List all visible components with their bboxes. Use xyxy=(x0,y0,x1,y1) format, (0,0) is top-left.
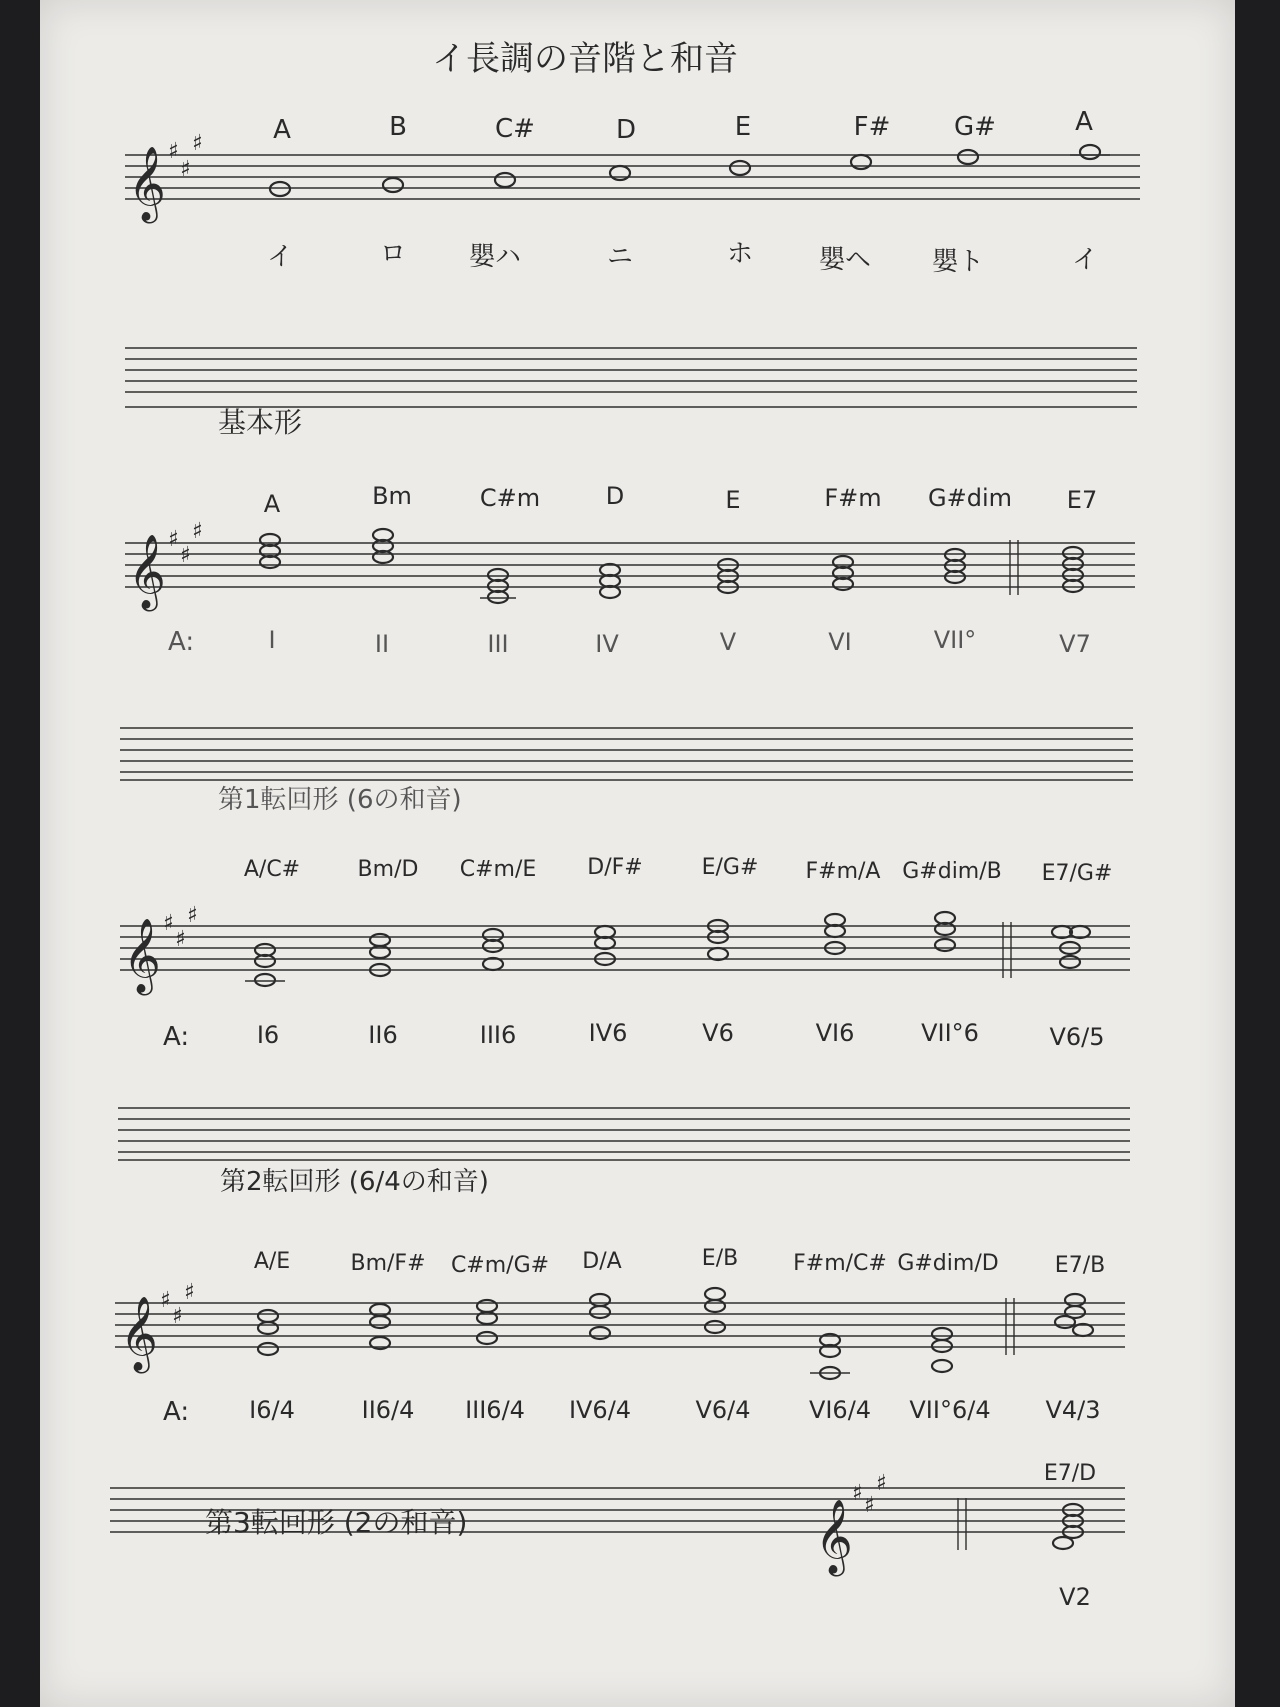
root-chords xyxy=(260,529,1083,603)
roman-numeral: V6/5 xyxy=(1049,1023,1105,1051)
roman-numeral: V6/4 xyxy=(695,1396,751,1424)
roman-numeral: II6 xyxy=(368,1021,398,1049)
chord-name: E/G# xyxy=(701,855,759,880)
roman-numeral: III6 xyxy=(479,1021,517,1049)
key-label: A: xyxy=(168,627,195,657)
first-inversion-chords xyxy=(245,912,1090,986)
note-name: B xyxy=(389,112,407,142)
chord-name: E7/D xyxy=(1043,1461,1097,1486)
svg-text:♯: ♯ xyxy=(168,139,179,164)
japanese-note-name: ニ xyxy=(606,242,634,272)
score-sheet xyxy=(40,0,1235,1707)
second-inversion-chords xyxy=(258,1288,1093,1379)
chord-notes xyxy=(477,1300,497,1344)
key-signature-sharps-icon xyxy=(163,903,198,952)
note-name: A xyxy=(1075,107,1093,137)
chord-name: E7/B xyxy=(1054,1253,1106,1278)
scale-note-names xyxy=(273,107,1093,145)
chord-notes xyxy=(1053,1504,1083,1549)
chord-notes xyxy=(480,569,516,603)
section-heading: 第2転回形 (6/4の和音) xyxy=(220,1167,489,1197)
chord-name: C#m/G# xyxy=(450,1253,550,1278)
chord-names-second-inversion xyxy=(254,1246,1105,1278)
chord-notes xyxy=(1055,1294,1093,1336)
chord-name: G#dim xyxy=(928,484,1012,512)
key-signature-sharps-icon xyxy=(168,519,203,568)
chord-notes xyxy=(370,1304,390,1349)
japanese-note-name: ホ xyxy=(726,239,754,269)
roman-numerals-first-inversion xyxy=(257,1019,1105,1051)
roman-numerals-second-inversion xyxy=(249,1396,1100,1424)
chord-notes xyxy=(245,944,285,986)
scale-japanese-names xyxy=(267,239,1098,277)
chord-name: E xyxy=(725,486,741,514)
roman-numeral: I6/4 xyxy=(249,1396,295,1424)
whole-note xyxy=(851,155,871,169)
chord-notes xyxy=(590,1294,610,1339)
chord-names-root xyxy=(264,482,1097,518)
roman-numeral: VI xyxy=(828,628,852,656)
roman-numeral: II xyxy=(374,630,390,658)
roman-numeral: V7 xyxy=(1059,630,1091,658)
roman-numeral: V xyxy=(719,628,737,656)
chord-name: C#m xyxy=(479,484,541,512)
chord-name: G#dim/B xyxy=(902,859,1002,884)
treble-clef-icon: 𝄞 xyxy=(128,147,166,221)
svg-text:♯: ♯ xyxy=(168,527,179,552)
svg-text:♯: ♯ xyxy=(160,1288,171,1313)
chord-notes xyxy=(705,1288,725,1333)
chord-name: F#m/C# xyxy=(793,1251,887,1276)
svg-text:♯: ♯ xyxy=(864,1493,875,1518)
chord-name: E7 xyxy=(1066,486,1098,514)
roman-numeral: III6/4 xyxy=(465,1396,525,1424)
key-signature-sharps-icon xyxy=(168,131,203,182)
japanese-note-name: ロ xyxy=(379,239,407,269)
note-name: D xyxy=(615,115,637,145)
chord-name: D xyxy=(605,482,625,510)
whole-note xyxy=(495,173,515,187)
svg-text:♯: ♯ xyxy=(192,519,203,544)
section-heading: 第1転回形 (6の和音) xyxy=(218,785,462,815)
svg-text:♯: ♯ xyxy=(184,1280,195,1305)
scale-staff xyxy=(125,155,1140,199)
svg-text:♯: ♯ xyxy=(187,903,198,928)
roman-numeral: VII° xyxy=(933,626,977,654)
chord-name: A/C# xyxy=(243,857,301,882)
note-name: C# xyxy=(495,114,535,144)
roman-numerals-root xyxy=(268,626,1090,658)
treble-clef-icon: 𝄞 xyxy=(815,1500,853,1574)
key-signature-sharps-icon xyxy=(852,1471,887,1518)
roman-numeral: VI6/4 xyxy=(808,1396,872,1424)
chord-name: F#m xyxy=(824,484,882,512)
chord-name: E7/G# xyxy=(1041,861,1113,886)
japanese-note-name: 嬰ハ xyxy=(468,242,522,272)
whole-note xyxy=(958,150,978,164)
note-name: F# xyxy=(853,112,891,142)
key-label: A: xyxy=(163,1022,190,1052)
japanese-note-name: 嬰ト xyxy=(931,247,985,277)
chord-notes xyxy=(1052,926,1090,968)
chord-notes xyxy=(833,556,853,590)
empty-staff xyxy=(120,728,1133,780)
chord-notes xyxy=(260,534,280,568)
section-heading: 基本形 xyxy=(218,406,303,439)
svg-text:♯: ♯ xyxy=(180,543,191,568)
whole-note xyxy=(270,182,290,196)
roman-numeral: V6 xyxy=(702,1019,734,1047)
chord-name: C#m/E xyxy=(459,857,537,882)
roman-numeral: III xyxy=(487,630,509,658)
svg-text:♯: ♯ xyxy=(192,131,203,156)
chord-name: E/B xyxy=(701,1246,739,1271)
treble-clef-icon: 𝄞 xyxy=(128,535,166,609)
japanese-note-name: イ xyxy=(266,242,294,272)
chord-name: D/A xyxy=(582,1249,622,1274)
roman-numeral: II6/4 xyxy=(361,1396,415,1424)
roman-numeral: VI6 xyxy=(815,1019,855,1047)
note-name: E xyxy=(734,112,752,142)
svg-text:♯: ♯ xyxy=(180,157,191,182)
chord-name: Bm/F# xyxy=(350,1251,426,1276)
note-name: G# xyxy=(954,112,996,142)
svg-text:♯: ♯ xyxy=(163,911,174,936)
japanese-note-name: イ xyxy=(1071,245,1099,275)
roman-numeral: IV6 xyxy=(588,1019,628,1047)
key-label: A: xyxy=(163,1397,190,1427)
note-name: A xyxy=(273,115,291,145)
whole-note xyxy=(610,166,630,180)
section-heading: 第3転回形 (2の和音) xyxy=(205,1506,468,1539)
chord-notes xyxy=(258,1310,278,1355)
chord-name: Bm xyxy=(372,482,412,510)
whole-note xyxy=(383,178,403,192)
chord-notes xyxy=(600,564,620,598)
key-signature-sharps-icon xyxy=(160,1280,195,1329)
chord-name: F#m/A xyxy=(805,859,881,884)
roman-numeral: IV xyxy=(595,630,619,658)
page-title: イ長調の音階と和音 xyxy=(432,39,738,79)
chord-notes xyxy=(373,529,393,563)
chord-names-first-inversion xyxy=(244,855,1113,886)
roman-numeral: V4/3 xyxy=(1045,1396,1101,1424)
chord-notes xyxy=(810,1334,850,1379)
japanese-note-name: 嬰ヘ xyxy=(818,245,872,275)
chord-notes xyxy=(483,929,503,970)
chord-notes xyxy=(932,1328,952,1372)
chord-name: A/E xyxy=(253,1249,291,1274)
chord-name: D/F# xyxy=(587,855,643,880)
whole-note xyxy=(730,161,750,175)
empty-staff xyxy=(125,348,1137,407)
svg-text:♯: ♯ xyxy=(852,1481,863,1506)
roman-numeral: VII°6/4 xyxy=(909,1396,991,1424)
svg-text:♯: ♯ xyxy=(172,1304,183,1329)
treble-clef-icon: 𝄞 xyxy=(123,919,161,993)
paper-sheet xyxy=(40,0,1235,1707)
svg-text:♯: ♯ xyxy=(175,927,186,952)
roman-numeral: V2 xyxy=(1059,1583,1091,1611)
roman-numeral: I xyxy=(268,626,276,654)
roman-numeral: I6 xyxy=(256,1021,280,1049)
treble-clef-icon: 𝄞 xyxy=(120,1297,158,1371)
empty-staff xyxy=(118,1108,1130,1160)
chord-name: G#dim/D xyxy=(897,1251,999,1276)
svg-text:♯: ♯ xyxy=(876,1471,887,1496)
whole-note xyxy=(1080,145,1100,159)
roman-numeral: VII°6 xyxy=(921,1019,979,1047)
first-inversion-staff xyxy=(120,922,1130,978)
chord-name: A xyxy=(263,490,281,518)
second-inversion-staff xyxy=(115,1298,1125,1355)
chord-notes xyxy=(935,912,955,951)
roman-numeral: IV6/4 xyxy=(568,1396,632,1424)
chord-name: Bm/D xyxy=(357,857,419,882)
